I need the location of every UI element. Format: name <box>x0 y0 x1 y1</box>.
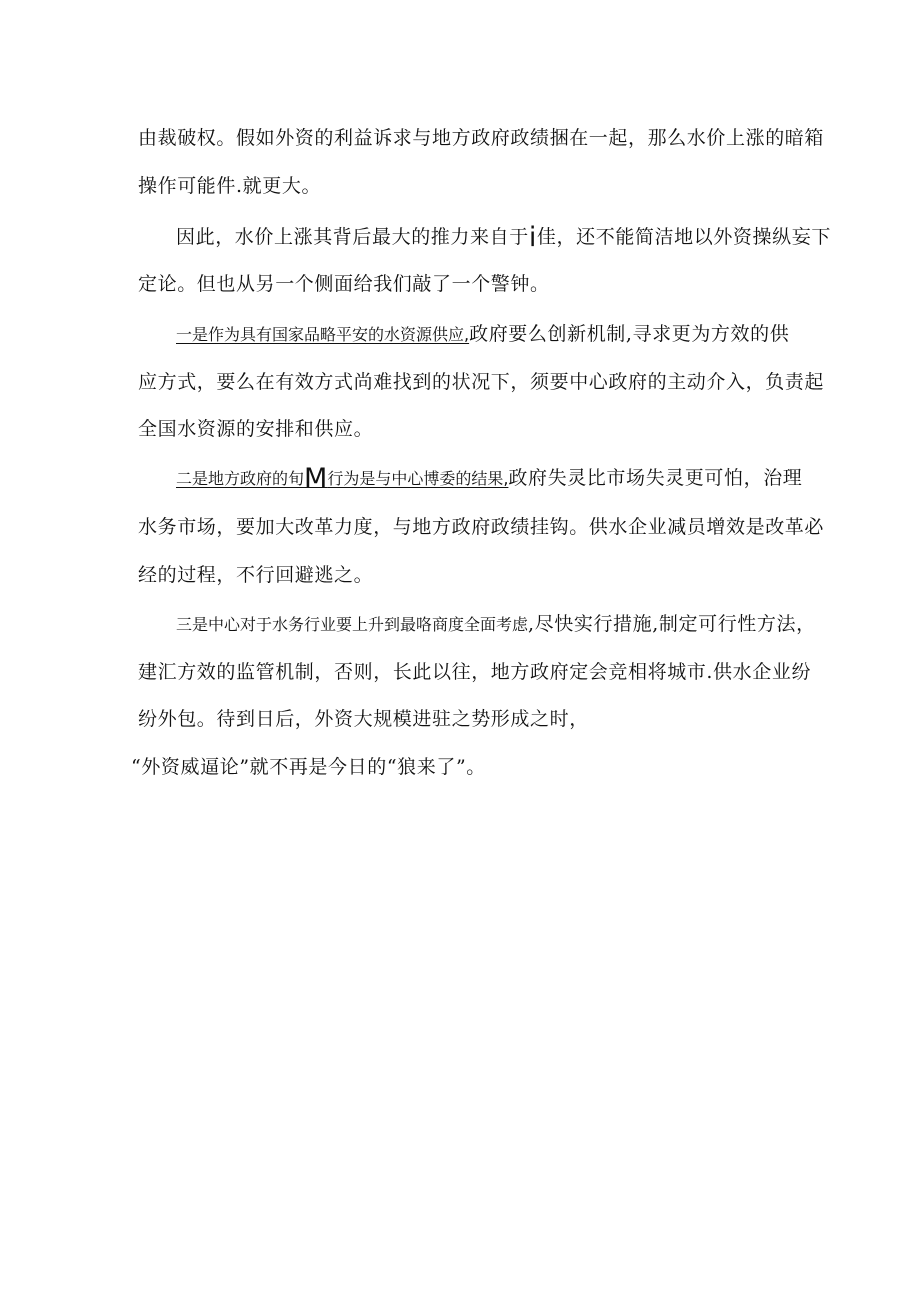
paragraph-1-line-2: 操作可能件.就更大。 <box>138 175 322 197</box>
paragraph-4-lead-glyph: M <box>304 463 328 494</box>
paragraph-4-lead-a: 二是地方政府的旬 <box>176 469 305 488</box>
paragraph-3-line-1 <box>176 322 789 347</box>
paragraph-3-lead: 一是作为具有国家品略平安的水资源供应, <box>176 325 470 344</box>
paragraph-2-text-b: 佳，还不能简洁地以外资操纵妄下 <box>536 226 831 248</box>
paragraph-5-line-3: 纷外包。待到日后，外资大规模进驻之势形成之时， <box>138 708 589 730</box>
paragraph-5-line-2: 建汇方效的监管机制，否则，长此以往，地方政府定会竞相将城市.供水企业纷 <box>138 661 812 683</box>
paragraph-4-lead <box>176 463 509 494</box>
paragraph-5-line-1 <box>176 612 816 637</box>
paragraph-4-line-1 <box>176 463 803 494</box>
paragraph-3-line-2: 应方式，要么在有效方式尚难找到的状况下，须要中心政府的主动介入，负责起 <box>138 371 825 393</box>
paragraph-2-text-a: 因此，水价上涨其背后最大的推力来自于 <box>176 226 529 248</box>
paragraph-4-lead-b: 行为是与中心博委的结果, <box>327 469 509 488</box>
paragraph-5-lead: 三是中心对于水务行业要上升到最咯商度全面考虑 <box>176 615 529 634</box>
paragraph-2-line-1 <box>176 222 831 253</box>
paragraph-1-line-1: 由裁破权。假如外资的利益诉求与地方政府政绩捆在一起，那么水价上涨的暗箱 <box>138 127 825 149</box>
paragraph-4-line-3: 经的过程，不行回避逃之。 <box>138 564 374 586</box>
paragraph-5-line-4: “外资威逼论”就不再是今日的“狼来了”。 <box>131 756 486 778</box>
paragraph-2-glyph: i <box>528 222 537 253</box>
paragraph-4-rest: 政府失灵比市场失灵更可怕，治理 <box>508 467 803 489</box>
paragraph-2-line-2: 定论。但也从另一个侧面给我们敲了一个警钟。 <box>138 273 550 295</box>
paragraph-5-rest: ,尽快实行措施,制定可行性方法， <box>528 613 816 635</box>
paragraph-3-line-3: 全国水资源的安排和供应。 <box>138 418 374 440</box>
paragraph-4-line-2: 水务市场，要加大改革力度，与地方政府政绩挂钩。供水企业减员增效是改革必 <box>138 516 825 538</box>
paragraph-3-rest: 政府要么创新机制,寻求更为方效的供 <box>469 323 790 345</box>
